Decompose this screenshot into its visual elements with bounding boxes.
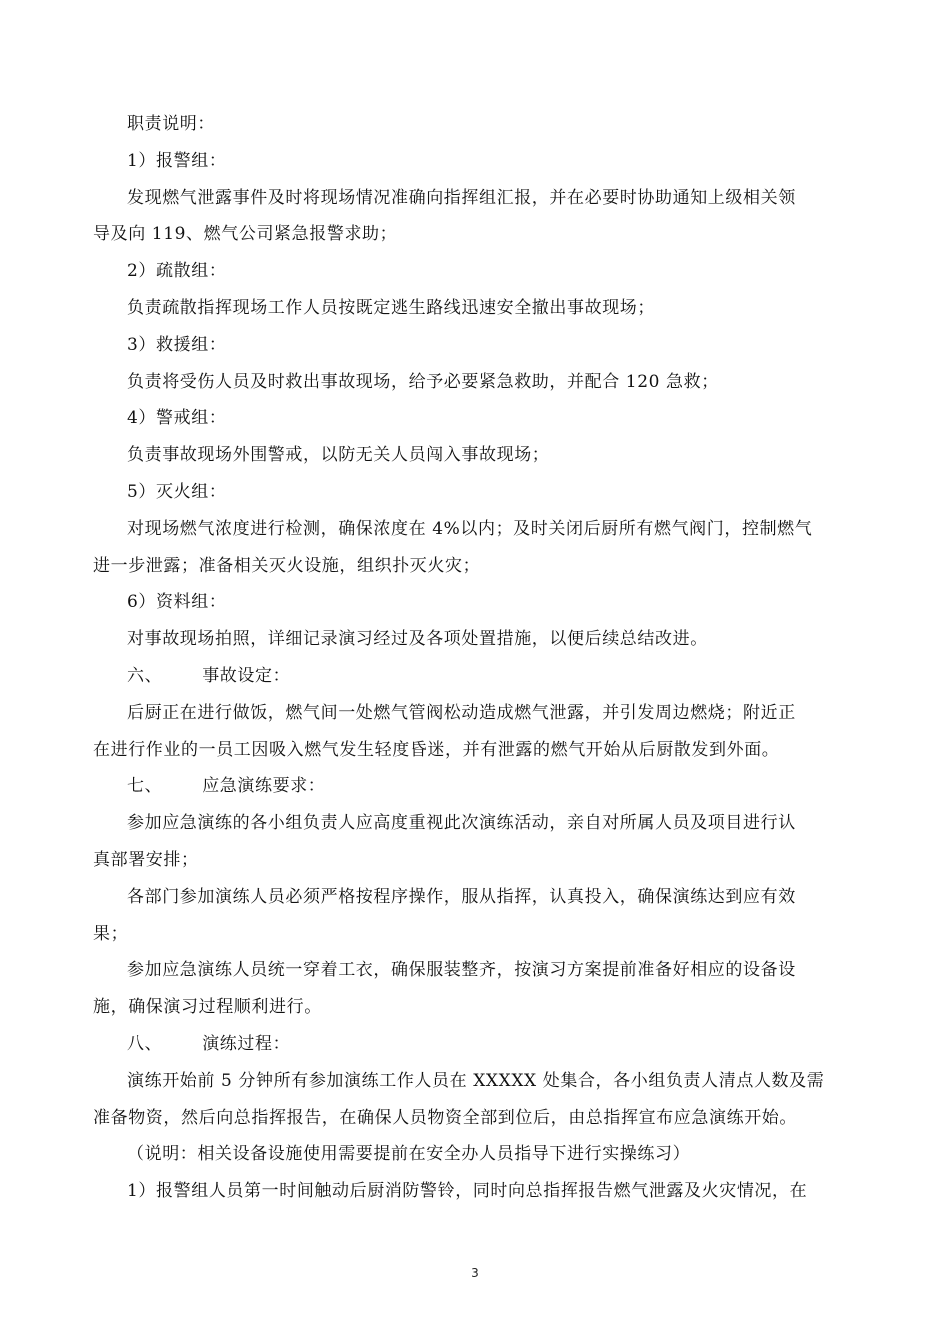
section-title: 事故设定：	[202, 665, 291, 686]
paragraph-line: 在进行作业的一员工因吸入燃气发生轻度昏迷，并有泄露的燃气开始从后厨散发到外面。	[93, 739, 780, 760]
paragraph-line: 对事故现场拍照，详细记录演习经过及各项处置措施，以便后续总结改进。	[127, 629, 708, 650]
group-heading: 6）资料组：	[127, 592, 227, 613]
section-number: 八、	[127, 1033, 163, 1054]
paragraph-line: 果；	[93, 923, 129, 944]
group-heading: 3）救援组：	[127, 334, 227, 355]
paragraph-line: 各部门参加演练人员必须严格按程序操作，服从指挥，认真投入，确保演练达到应有效	[127, 886, 796, 907]
section-heading-eight	[93, 1026, 858, 1063]
section-heading-six	[93, 658, 858, 695]
paragraph-line: 导及向 119、燃气公司紧急报警求助；	[93, 224, 398, 245]
paragraph-line: 参加应急演练人员统一穿着工衣，确保服装整齐，按演习方案提前准备好相应的设备设	[127, 960, 796, 981]
paragraph-line: 参加应急演练的各小组负责人应高度重视此次演练活动，亲自对所属人员及项目进行认	[127, 813, 796, 834]
paragraph-line: 发现燃气泄露事件及时将现场情况准确向指挥组汇报，并在必要时协助通知上级相关领	[127, 187, 796, 208]
paragraph-line: 负责事故现场外围警戒，以防无关人员闯入事故现场；	[127, 445, 550, 466]
paragraph-line: 进一步泄露；准备相关灭火设施，组织扑灭火灾；	[93, 555, 481, 576]
paragraph-line: 1）报警组人员第一时间触动后厨消防警铃，同时向总指挥报告燃气泄露及火灾情况，在	[127, 1181, 808, 1202]
paragraph-line: 施，确保演习过程顺利进行。	[93, 997, 322, 1018]
group-heading: 5）灭火组：	[127, 481, 227, 502]
group-heading: 1）报警组：	[127, 150, 227, 171]
group-heading: 4）警戒组：	[127, 408, 227, 429]
paragraph-line: 后厨正在进行做饭，燃气间一处燃气管阀松动造成燃气泄露，并引发周边燃烧；附近正	[127, 702, 796, 723]
section-title: 演练过程：	[202, 1033, 291, 1054]
section-heading-seven	[93, 768, 858, 805]
paragraph-line: 职责说明：	[127, 114, 215, 134]
paragraph-line: 真部署安排；	[93, 849, 199, 870]
group-heading: 2）疏散组：	[127, 261, 227, 282]
paragraph-line: 对现场燃气浓度进行检测，确保浓度在 4%以内；及时关闭后厨所有燃气阀门，控制燃气	[127, 518, 813, 539]
paragraph-line: 演练开始前 5 分钟所有参加演练工作人员在 XXXXX 处集合，各小组负责人清点人数及需	[127, 1070, 825, 1091]
section-title: 应急演练要求：	[202, 776, 326, 797]
section-number: 七、	[127, 776, 163, 797]
section-number: 六、	[127, 665, 163, 686]
paragraph-line: 准备物资，然后向总指挥报告，在确保人员物资全部到位后，由总指挥宣布应急演练开始。	[93, 1107, 797, 1128]
document-body	[93, 106, 858, 1210]
note-line: （说明：相关设备设施使用需要提前在安全办人员指导下进行实操练习）	[127, 1144, 691, 1165]
page-number: 3	[471, 1266, 479, 1280]
paragraph-line: 负责疏散指挥现场工作人员按既定逃生路线迅速安全撤出事故现场；	[127, 297, 655, 318]
paragraph-line: 负责将受伤人员及时救出事故现场，给予必要紧急救助，并配合 120 急救；	[127, 371, 719, 392]
